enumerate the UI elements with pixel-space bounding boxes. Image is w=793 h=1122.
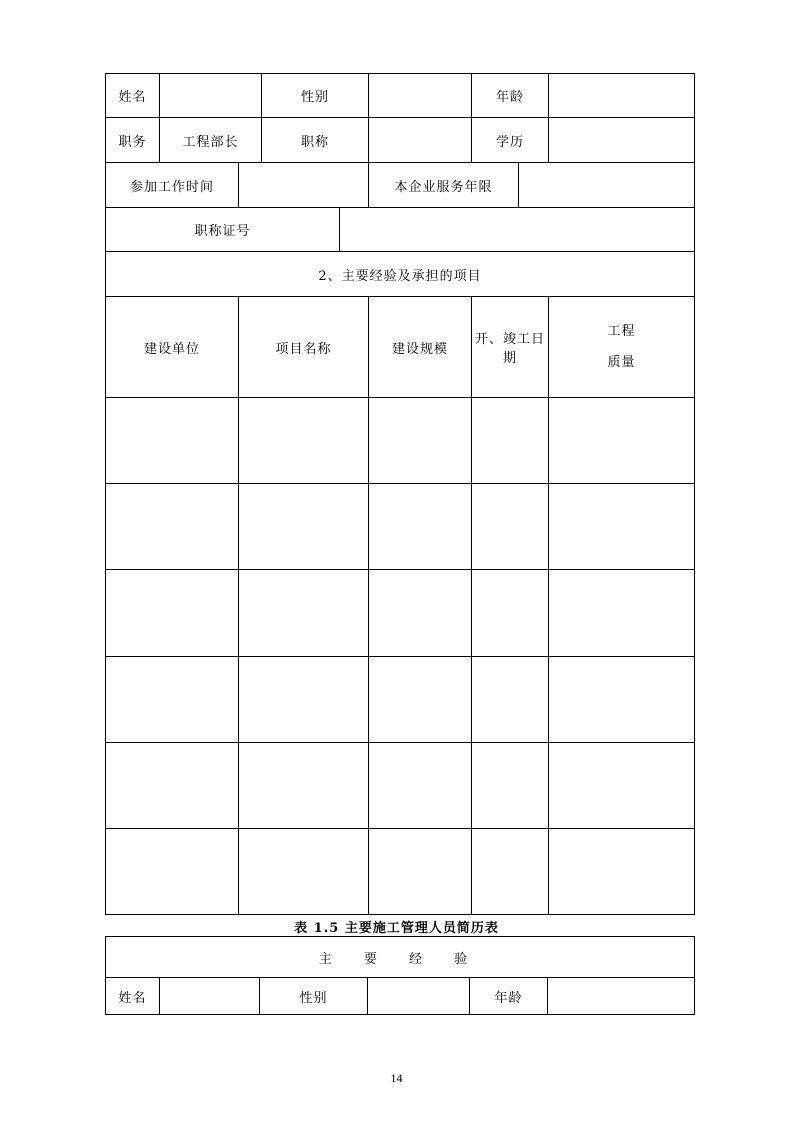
table-cell[interactable]: [472, 398, 549, 484]
quality-line-2: 质量: [607, 355, 636, 370]
table-cell[interactable]: [239, 398, 369, 484]
work-start-label: 参加工作时间: [106, 163, 239, 208]
column-header-project-name: 项目名称: [239, 297, 369, 398]
name-value[interactable]: [160, 978, 260, 1015]
age-value[interactable]: [548, 978, 695, 1015]
position-label: 职务: [106, 118, 160, 163]
table-cell[interactable]: [106, 570, 239, 657]
table-cell[interactable]: [369, 743, 472, 829]
education-label: 学历: [472, 118, 549, 163]
work-start-value[interactable]: [239, 163, 369, 208]
certificate-value[interactable]: [340, 208, 695, 252]
experience-header: 主 要 经 验: [106, 937, 695, 978]
table-cell[interactable]: [369, 657, 472, 743]
table-row: [106, 398, 695, 484]
table-cell[interactable]: [549, 743, 695, 829]
table-cell[interactable]: [106, 743, 239, 829]
table-cell[interactable]: [549, 570, 695, 657]
service-years-label: 本企业服务年限: [369, 163, 519, 208]
table-cell[interactable]: [369, 829, 472, 915]
table-row: [106, 484, 695, 570]
gender-value[interactable]: [368, 978, 470, 1015]
page-number: 14: [390, 1071, 403, 1085]
position-value[interactable]: 工程部长: [160, 118, 262, 163]
table-cell[interactable]: [549, 657, 695, 743]
column-header-scale: 建设规模: [369, 297, 472, 398]
table-cell[interactable]: [239, 570, 369, 657]
gender-value[interactable]: [369, 74, 472, 118]
quality-line-1: 工程: [607, 324, 636, 339]
resume-table: [105, 73, 695, 915]
table-cell[interactable]: [472, 570, 549, 657]
age-label: 年龄: [472, 74, 549, 118]
column-header-dates: 开、竣工日期: [472, 297, 549, 398]
table-caption: 表 1.5 主要施工管理人员简历表: [294, 921, 499, 936]
column-header-unit: 建设单位: [106, 297, 239, 398]
table-cell[interactable]: [369, 484, 472, 570]
table-cell[interactable]: [472, 657, 549, 743]
table-cell[interactable]: [369, 570, 472, 657]
table-cell[interactable]: [239, 743, 369, 829]
table-row: [106, 829, 695, 915]
table-row: [106, 570, 695, 657]
title-label: 职称: [262, 118, 369, 163]
table-cell[interactable]: [549, 398, 695, 484]
table-cell[interactable]: [472, 829, 549, 915]
name-value[interactable]: [160, 74, 262, 118]
position-row: [106, 118, 695, 163]
work-info-row: [106, 163, 695, 208]
table-cell[interactable]: [549, 484, 695, 570]
table-cell[interactable]: [106, 829, 239, 915]
certificate-label: 职称证号: [106, 208, 340, 252]
table-cell[interactable]: [472, 743, 549, 829]
table-cell[interactable]: [549, 829, 695, 915]
section-title: 2、主要经验及承担的项目: [106, 252, 695, 297]
table-cell[interactable]: [106, 657, 239, 743]
gender-label: 性别: [262, 74, 369, 118]
certificate-row: [106, 208, 695, 252]
age-label: 年龄: [470, 978, 548, 1015]
table-row: [106, 743, 695, 829]
section-title-row: [106, 252, 695, 297]
experience-header-row: [106, 937, 695, 978]
table-cell[interactable]: [369, 398, 472, 484]
column-header-row: [106, 297, 695, 398]
table-cell[interactable]: [106, 398, 239, 484]
table-row: [106, 657, 695, 743]
age-value[interactable]: [549, 74, 695, 118]
gender-label: 性别: [260, 978, 368, 1015]
table-cell[interactable]: [239, 484, 369, 570]
name-label: 姓名: [106, 978, 160, 1015]
name-label: 姓名: [106, 74, 160, 118]
title-value[interactable]: [369, 118, 472, 163]
table-cell[interactable]: [472, 484, 549, 570]
resume-table-2: [105, 936, 695, 1015]
column-header-quality: [549, 297, 695, 398]
basic-info-row-2: [106, 978, 695, 1015]
education-value[interactable]: [549, 118, 695, 163]
table-cell[interactable]: [239, 829, 369, 915]
table-cell[interactable]: [106, 484, 239, 570]
service-years-value[interactable]: [519, 163, 695, 208]
basic-info-row: [106, 74, 695, 118]
table-cell[interactable]: [239, 657, 369, 743]
